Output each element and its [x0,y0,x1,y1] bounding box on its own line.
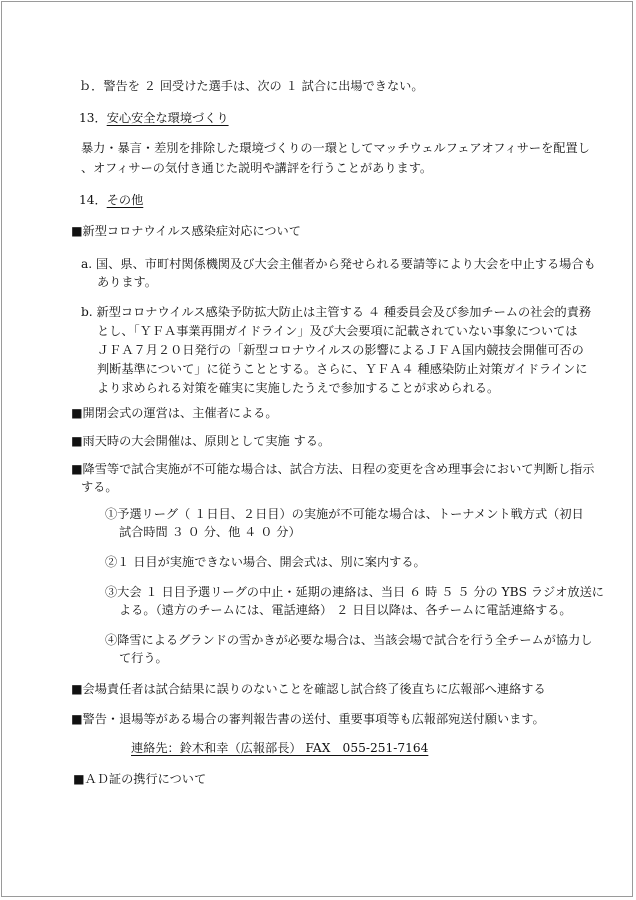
section-13-title: 安心安全な環境づくり [106,111,229,125]
snow-item-4-line-2: て行う。 [119,651,168,665]
section-14-heading [79,193,143,208]
section-13-body-line-1: 暴力・暴言・差別を排除した環境づくりの一環としてマッチウェルフェアオフィサーを配置し [81,141,590,155]
item-b-warning: ｂ．警告を ２ 回受けた選手は、次の １ 試合に出場できない。 [79,79,424,93]
ad-card-heading: ■ＡＤ証の携行について [73,772,207,786]
snow-heading-line-1: ■降雪等で試合実施が不可能な場合は、試合方法、日程の変更を含め理事会において判断し指示 [71,462,595,476]
warning-report-note: ■警告・退場等がある場合の審判報告書の送付、重要事項等も広報部宛送付願います。 [71,712,545,726]
covid-heading: ■新型コロナウイルス感染症対応について [71,224,301,238]
section-14-number: 14． [79,193,107,207]
covid-item-b-line-2: とし、「ＹＦＡ事業再開ガイドライン」及び大会要項に記載されていない事象については [97,324,578,338]
covid-item-a-line-1: a. 国、県、市町村関係機関及び大会主催者から発せられる要請等により大会を中止する場合も [81,257,596,271]
covid-item-b-line-5: より求められる対策を確実に実施したうえで参加することが求められる。 [97,381,500,395]
snow-item-1-line-1: ①予選リーグ（ １日目、２日目）の実施が不可能な場合は、トーナメント戦方式（初日 [105,507,584,521]
covid-item-a-line-2: あります。 [97,275,157,289]
contact-info: 連絡先：鈴木和幸（広報部長） FAX 055-251-7164 [131,741,429,755]
snow-item-3-line-1: ③大会 １ 日目予選リーグの中止・延期の連絡は、当日 ６ 時 ５ ５ 分の YBS ラジオ放送に [105,585,604,599]
section-13-body-line-2: 、オフィサーの気付き通じた説明や講評を行うことがあります。 [81,161,433,175]
snow-item-1-line-2: 試合時間 ３ ０ 分、他 ４ ０ 分） [119,525,301,539]
rain-note: ■雨天時の大会開催は、原則として実施 する。 [71,434,331,448]
snow-heading-line-2: する。 [81,480,118,494]
covid-item-b-line-1: b. 新型コロナウイルス感染予防拡大防止は主管する ４ 種委員会及び参加チームの社会的責務 [81,305,592,319]
snow-item-3-line-2: よる。（遠方のチームには、電話連絡） ２ 日目以降は、各チームに電話連絡する。 [119,603,572,617]
page-frame [1,1,633,897]
venue-manager-note: ■会場責任者は試合結果に誤りのないことを確認し試合終了後直ちに広報部へ連絡する [71,682,546,696]
section-14-title: その他 [106,193,144,207]
snow-item-2: ②１ 日目が実施できない場合、開会式は、別に案内する。 [105,555,426,569]
section-13-heading [79,111,229,126]
section-13-number: 13． [79,111,107,125]
snow-item-4-line-1: ④降雪によるグランドの雪かきが必要な場合は、当該会場で試合を行う全チームが協力し [105,633,593,647]
covid-item-b-line-3: ＪＦＡ７月２０日発行の「新型コロナウイルスの影響によるＪＦＡ国内競技会開催可否の [97,343,584,357]
ceremony-note: ■開閉会式の運営は、主催者による。 [71,406,278,420]
covid-item-b-line-4: 判断基準について」に従うこととする。さらに、ＹＦＡ４ 種感染防止対策ガイドラインに [97,362,588,376]
